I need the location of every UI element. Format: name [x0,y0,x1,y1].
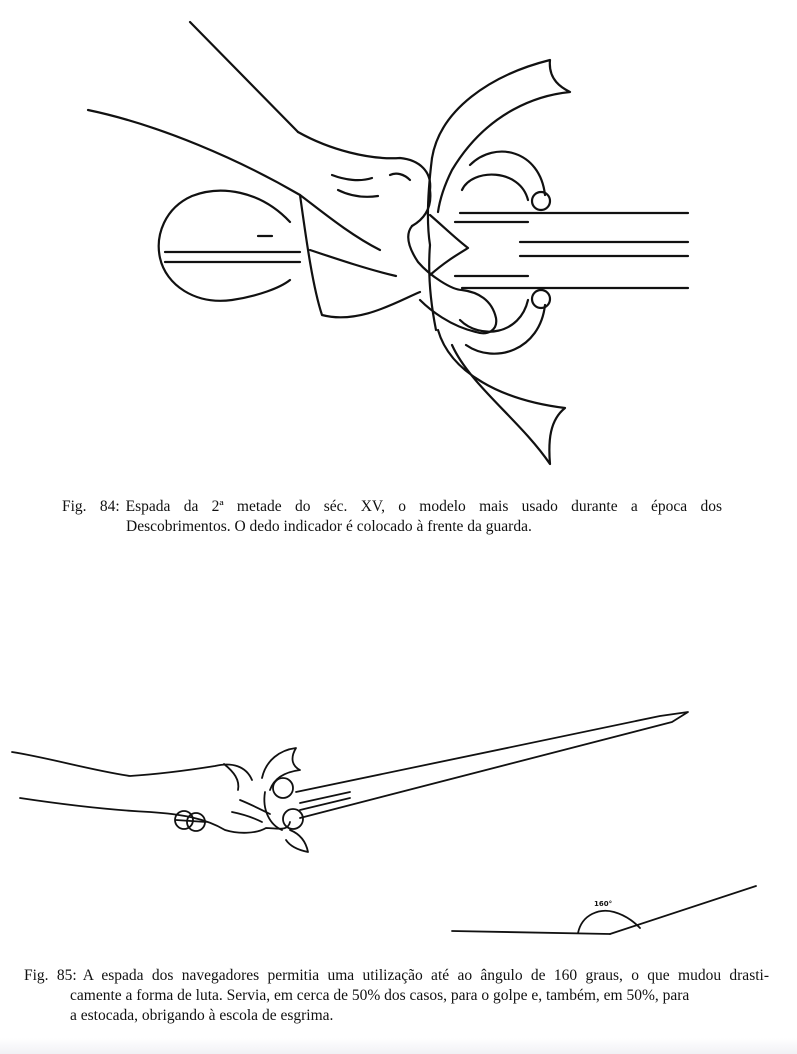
blade-icon [296,712,688,818]
fig85-caption-line: a estocada, obrigando à escola de esgrima. [70,1007,334,1024]
fig84-label: Fig. 84: [62,498,120,515]
angle-label: 160° [594,900,613,908]
guard-icon [428,60,570,464]
blade-icon [455,213,688,288]
hand-icon [88,22,496,333]
fig84-illustration [0,0,797,480]
fig84-caption [62,497,722,537]
fig84-caption-line: Espada da 2ª metade do séc. XV, o modelo mais usado durante a época dos [125,498,722,515]
fig84-caption-line: Descobrimentos. O dedo indicador é colocado à frente da guarda. [126,518,532,535]
page-edge-shadow [0,1038,797,1054]
pommel-icon [175,811,206,831]
fig85-caption-line: camente a forma de luta. Servia, em cerca de 50% dos casos, para o golpe e, também, em 50%, para [70,987,690,1004]
fig85-label: Fig. 85: [24,967,77,984]
guard-icon [262,748,308,852]
fig85-caption-line: A espada dos navegadores permitia uma utilização até ao ângulo de 160 graus, o que mudou drasti- [82,967,769,984]
angle-diagram-icon [452,886,756,934]
fig85-caption [24,966,769,1026]
arm-icon [12,752,290,833]
fig85-illustration [0,700,797,960]
pommel-icon [159,191,300,301]
